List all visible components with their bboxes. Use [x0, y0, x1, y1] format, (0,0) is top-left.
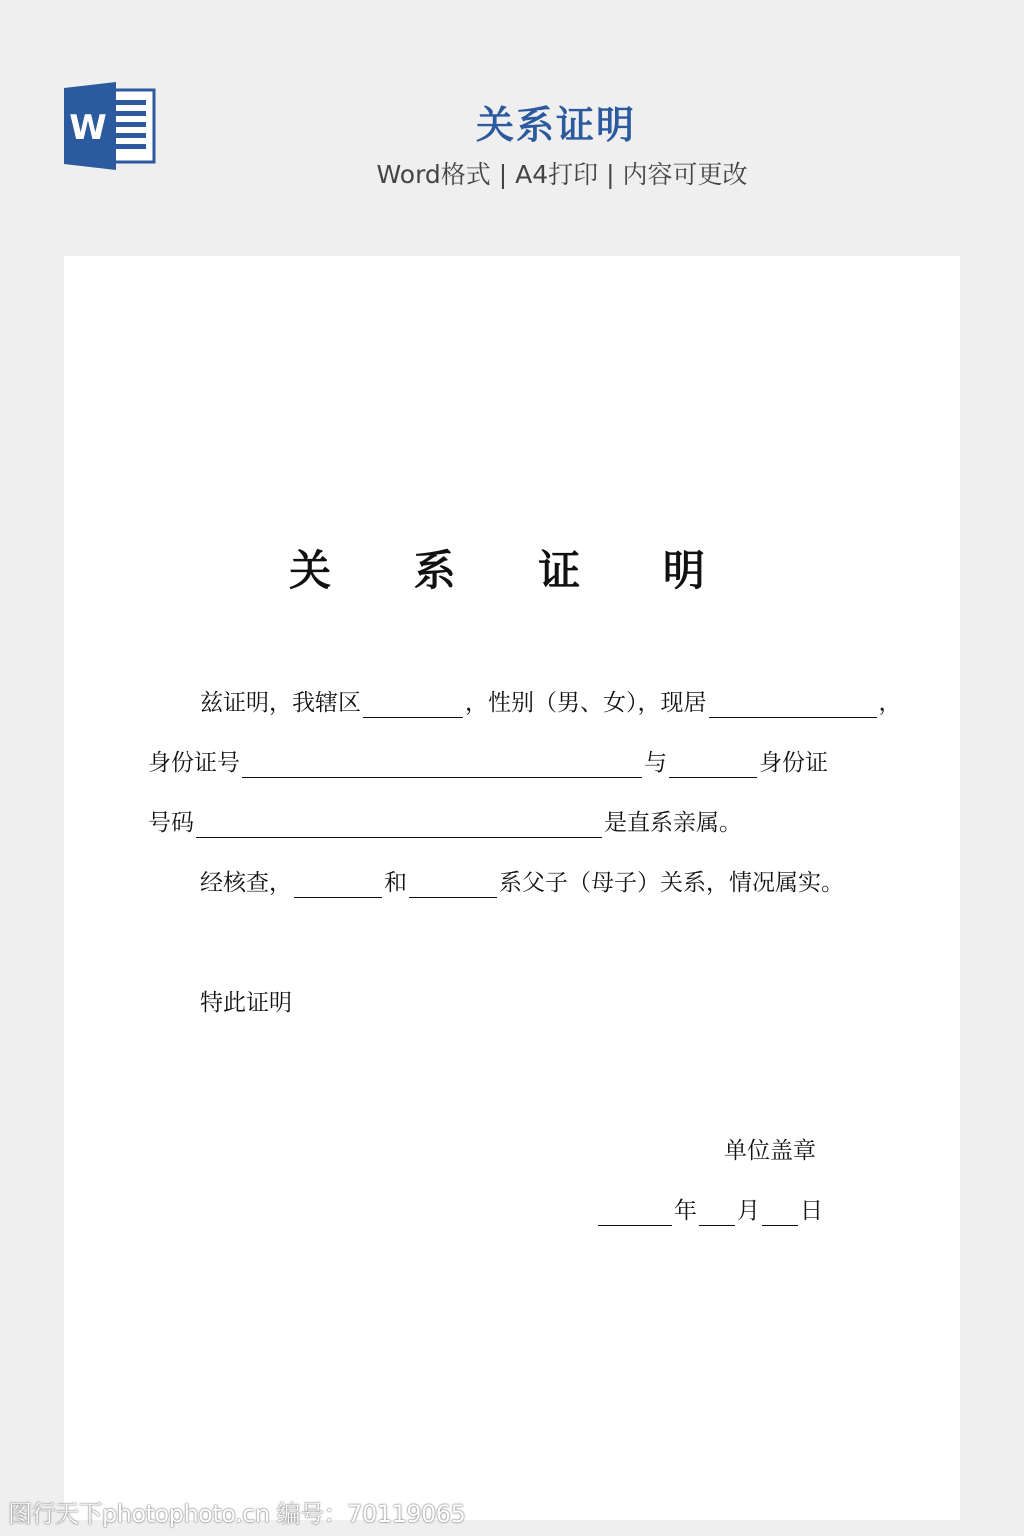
watermark-text: 图行天下photophoto.cn 编号：70119065	[8, 1500, 466, 1528]
paragraph-line-2	[148, 748, 828, 778]
line4-text-c: 系父子（母子）关系，情况属实。	[499, 870, 844, 896]
line1-text-b: ，性别（男、女），现居	[465, 690, 707, 716]
year-label: 年	[674, 1198, 697, 1224]
id-number-blank-2[interactable]	[196, 811, 602, 838]
paragraph-line-4	[200, 868, 844, 898]
line2-text-a: 身份证号	[148, 750, 240, 776]
line3-text-a: 号码	[148, 810, 194, 836]
person-a-blank[interactable]	[294, 871, 382, 898]
day-blank[interactable]	[762, 1199, 798, 1226]
day-label: 日	[800, 1198, 823, 1224]
residence-blank[interactable]	[709, 691, 877, 718]
date-line	[596, 1196, 823, 1226]
relative-name-blank[interactable]	[669, 751, 757, 778]
line4-text-b: 和	[384, 870, 407, 896]
id-number-blank-1[interactable]	[242, 751, 642, 778]
word-logo-letter: W	[69, 108, 107, 148]
person-b-blank[interactable]	[409, 871, 497, 898]
header	[0, 0, 1024, 240]
header-title: 关系证明	[475, 103, 636, 147]
closing-text: 特此证明	[200, 990, 292, 1016]
line1-text-c: ，	[878, 690, 902, 716]
line2-text-b: 与	[644, 750, 667, 776]
district-name-blank[interactable]	[363, 691, 463, 718]
line2-text-c: 身份证	[759, 750, 828, 776]
year-blank[interactable]	[598, 1199, 672, 1226]
paragraph-line-1	[200, 688, 902, 718]
line4-text-a: 经核查，	[200, 870, 292, 896]
header-subtitle: Word格式 | A4打印 | 内容可更改	[376, 160, 748, 189]
line1-text-a: 兹证明，我辖区	[200, 690, 361, 716]
month-blank[interactable]	[699, 1199, 735, 1226]
month-label: 月	[737, 1198, 760, 1224]
line3-text-b: 是直系亲属。	[604, 810, 742, 836]
paragraph-line-3	[148, 808, 742, 838]
document-page	[64, 256, 960, 1520]
seal-label: 单位盖章	[724, 1138, 816, 1164]
document-title: 关 系 证 明	[289, 546, 739, 595]
